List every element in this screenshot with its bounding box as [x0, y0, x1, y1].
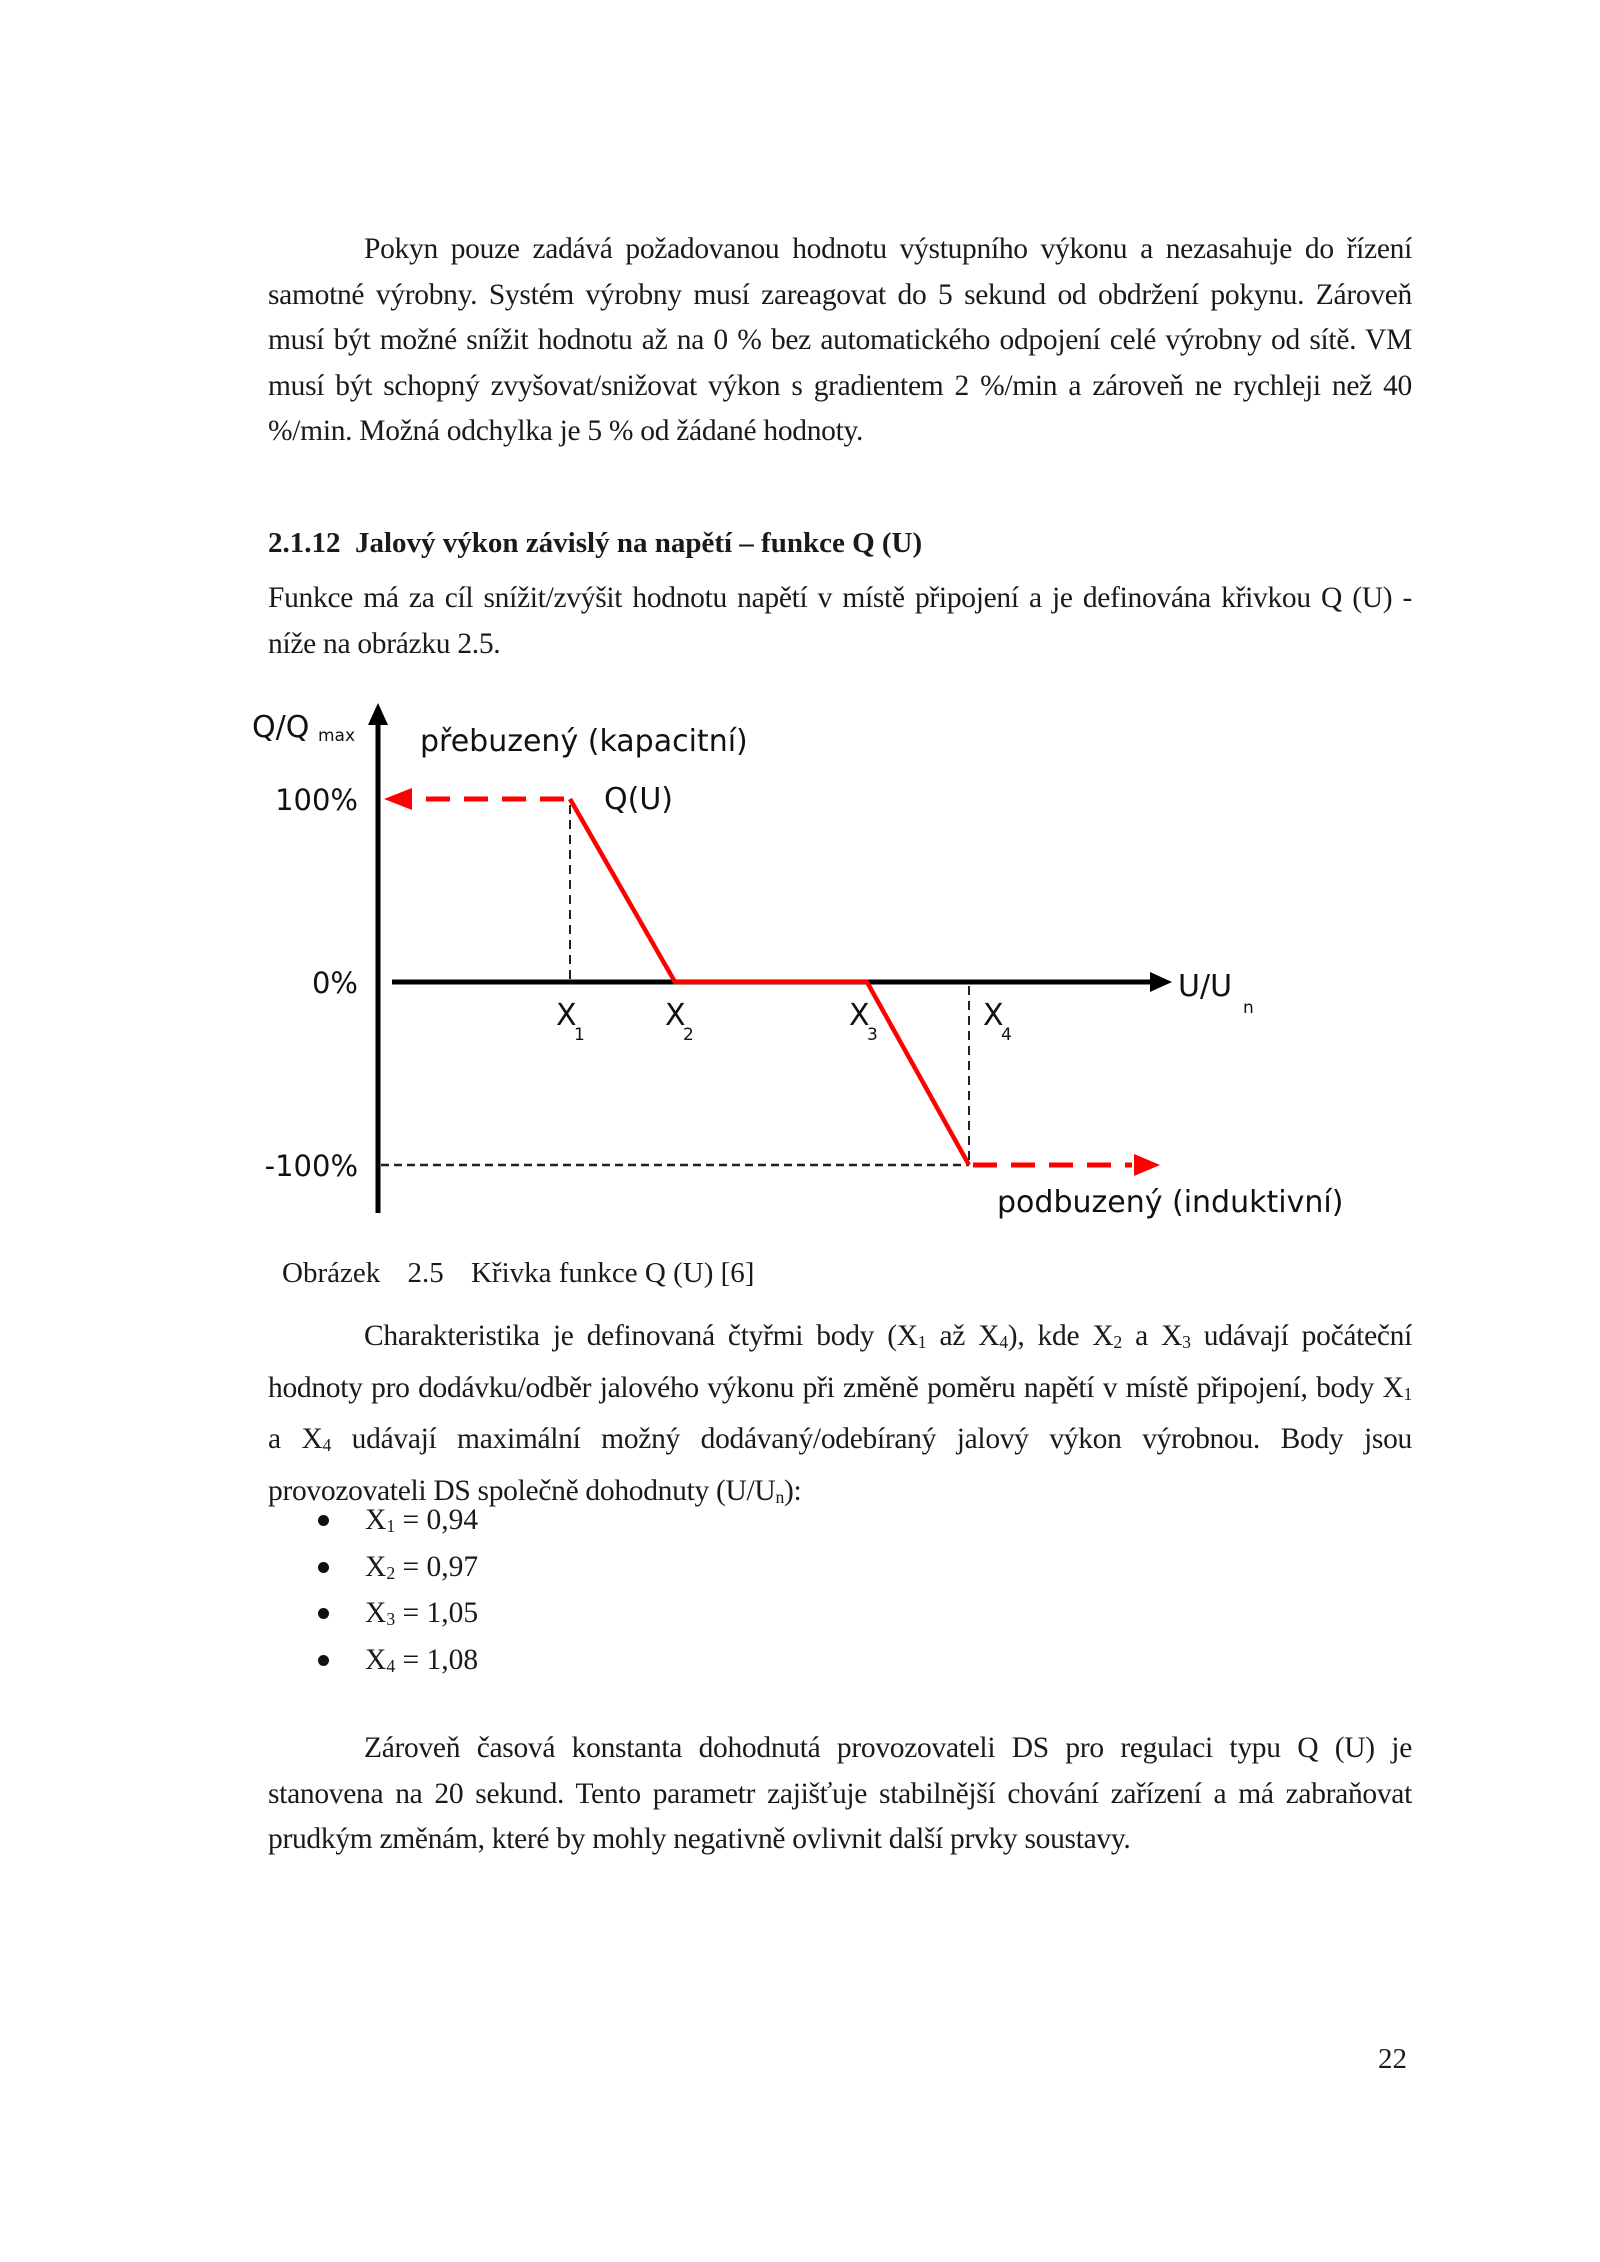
curve-label: Q(U)	[604, 782, 673, 817]
y-tick-label: 100%	[275, 783, 358, 817]
bullet-icon	[318, 1562, 329, 1573]
points-list	[318, 1497, 478, 1683]
list-item: $X_3 = 1,05$	[318, 1590, 478, 1637]
x-point-label-sub: 4	[1001, 1025, 1012, 1045]
list-item: $X_2 = 0,97$	[318, 1544, 478, 1591]
section-title: Jalový výkon závislý na napětí – funkce Q (U)	[355, 527, 923, 559]
x-point-label-sub: 2	[683, 1025, 694, 1045]
x-axis-label: U/U	[1178, 969, 1233, 1004]
bullet-icon	[318, 1608, 329, 1619]
bullet-icon	[318, 1515, 329, 1526]
x-point-label: X	[556, 998, 577, 1033]
x-point-label: X	[849, 998, 870, 1033]
y-axis-label-sub: max	[318, 726, 356, 746]
x-point-label-sub: 1	[574, 1025, 585, 1045]
x-point-label: X	[983, 998, 1004, 1033]
paragraph-intro: Funkce má za cíl snížit/zvýšit hodnotu napětí v místě připojení a je definována křivkou Q (U) - níže na obrázku 2.5.	[268, 582, 1412, 660]
x-axis-label-sub: n	[1243, 998, 1254, 1018]
y-tick-label: 0%	[311, 966, 358, 1000]
caption-number: 2.5	[407, 1257, 444, 1289]
underexcited-annotation: podbuzený (induktivní)	[997, 1185, 1344, 1220]
paragraph-characteristic: Charakteristika je definovaná čtyřmi body ($X_1$ až $X_4$), kde $X_2$ a $X_3$ udávají počáteční hodnoty pro dodávku/odběr jalového výkonu při změně poměru napětí v místě připojení, body $X_1$ a $X_4$ udávají maximální možný dodávaný/odebíraný jalový výkon výrobnou. Body jsou provozovateli DS společně dohodnuty $(U/U_n)$:	[268, 1320, 1413, 1507]
list-item: $X_4 = 1,08$	[318, 1637, 478, 1684]
x-axis-arrow-icon	[1150, 972, 1172, 992]
bullet-icon	[318, 1655, 329, 1666]
overexcited-annotation: přebuzený (kapacitní)	[420, 724, 748, 759]
right-arrow-icon	[1134, 1154, 1160, 1176]
y-tick-label: -100%	[264, 1149, 358, 1183]
y-axis-label: Q/Q	[252, 710, 310, 745]
figure-caption	[282, 1257, 774, 1290]
x-point-label: X	[665, 998, 686, 1033]
x-point-label-sub: 3	[867, 1025, 878, 1045]
paragraph-time-constant: Zároveň časová konstanta dohodnutá provozovateli DS pro regulaci typu Q (U) je stanovena na 20 sekund. Tento parametr zajišťuje stabilnější chování zařízení a má zabraňovat prudkým změnám, které by mohly negativně ovlivnit další prvky soustavy.	[268, 1732, 1412, 1855]
list-item: $X_1 = 0,94$	[318, 1497, 478, 1544]
paragraph-setpoint: Pokyn pouze zadává požadovanou hodnotu výstupního výkonu a nezasahuje do řízení samotné výrobny. Systém výrobny musí zareagovat do 5 sekund od obdržení pokynu. Zároveň musí být možné snížit hodnotu až na 0 % bez automatického odpojení celé výrobny od sítě. VM musí být schopný zvyšovat/snižovat výkon s gradientem 2 %/min a zároveň ne rychleji než 40 %/min. Možná odchylka je 5 % od žádané hodnoty.	[268, 233, 1412, 447]
caption-label: Obrázek	[282, 1257, 381, 1289]
left-arrow-icon	[384, 788, 412, 810]
caption-text: Křivka funkce Q (U) [6]	[470, 1257, 755, 1289]
section-number: 2.1.12	[268, 527, 341, 559]
y-axis-arrow-icon	[368, 703, 388, 725]
page-number: 22	[1378, 2043, 1407, 2075]
